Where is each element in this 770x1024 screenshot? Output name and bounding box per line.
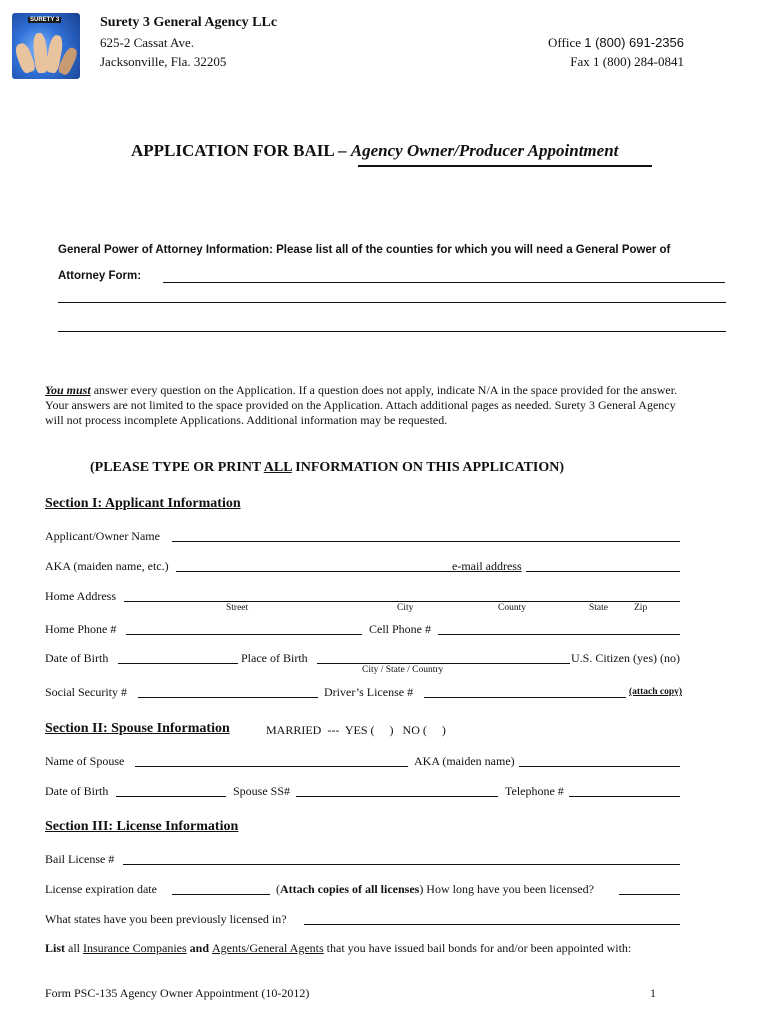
company-address-2: Jacksonville, Fla. 32205 — [100, 54, 227, 69]
states-field[interactable] — [304, 924, 680, 925]
page-number: 1 — [650, 986, 656, 1000]
title-italic: Agency Owner/Producer Appointment — [350, 141, 619, 160]
home-address-label: Home Address — [45, 589, 116, 603]
sub-county: County — [498, 603, 526, 613]
list-insurance: Insurance Companies — [83, 941, 187, 955]
applicant-name-label: Applicant/Owner Name — [45, 529, 160, 543]
attach-post: ) How long have you been licensed? — [419, 882, 594, 896]
fax-number: Fax 1 (800) 284-0841 — [570, 54, 684, 69]
footer-form-id: Form PSC-135 Agency Owner Appointment (10-2012) — [45, 986, 310, 1000]
bail-license-label: Bail License # — [45, 852, 115, 866]
office-label: Office — [548, 35, 581, 50]
list-companies-line — [45, 941, 631, 956]
section-2-heading: Section II: Spouse Information — [45, 721, 230, 736]
dob-field[interactable] — [118, 663, 238, 664]
home-phone-label: Home Phone # — [45, 622, 117, 636]
expiration-label: License expiration date — [45, 882, 157, 896]
section-3-heading: Section III: License Information — [45, 819, 239, 834]
pob-label: Place of Birth — [241, 651, 308, 665]
ssn-label: Social Security # — [45, 685, 127, 699]
page-title — [131, 141, 618, 161]
list-all: all — [65, 941, 84, 955]
list-and: and — [186, 941, 213, 955]
gpoa-label: Attorney Form: — [58, 270, 142, 282]
must-emphasis: You must — [45, 383, 91, 397]
home-phone-field[interactable] — [126, 634, 362, 635]
email-field[interactable] — [526, 571, 680, 572]
spouse-ss-field[interactable] — [296, 796, 498, 797]
aka-label: AKA (maiden name, etc.) — [45, 559, 169, 573]
expiration-field[interactable] — [172, 894, 270, 895]
sub-state: State — [589, 603, 608, 613]
title-underline — [358, 165, 652, 167]
ssn-field[interactable] — [138, 697, 318, 698]
gpoa-text: General Power of Attorney Information: Please list all of the counties for which you will need a General Power of — [58, 244, 671, 256]
aka-field[interactable] — [176, 571, 452, 572]
pob-field[interactable] — [317, 663, 570, 664]
spouse-name-field[interactable] — [135, 766, 408, 767]
spouse-aka-field[interactable] — [519, 766, 680, 767]
sub-zip: Zip — [634, 603, 648, 613]
print-notice-post: INFORMATION ON THIS APPLICATION) — [291, 460, 565, 475]
home-address-field[interactable] — [124, 601, 680, 602]
instructions-line-2: Your answers are not limited to the space provided on the Application. Attach additional pages as needed. Surety 3 General Agency — [45, 398, 676, 412]
instructions-line-1 — [45, 383, 677, 398]
attach-licenses-line — [276, 882, 594, 897]
licensed-duration-field[interactable] — [619, 894, 680, 895]
attach-bold: Attach copies of all licenses — [280, 882, 420, 896]
applicant-name-field[interactable] — [172, 541, 680, 542]
sub-street: Street — [226, 603, 249, 613]
instructions-line-3: will not process incomplete Applications. Additional information may be requested. — [45, 413, 448, 427]
sub-city-state: City / State / Country — [362, 665, 444, 675]
sub-city: City — [397, 603, 414, 613]
print-notice-pre: (PLEASE TYPE OR PRINT — [90, 460, 264, 475]
list-bold: List — [45, 941, 66, 955]
logo-text: SURETY 3 — [30, 17, 60, 23]
company-logo — [12, 13, 80, 79]
dl-field[interactable] — [424, 697, 626, 698]
spouse-telephone-field[interactable] — [569, 796, 680, 797]
dob-label: Date of Birth — [45, 651, 109, 665]
bail-license-field[interactable] — [123, 864, 680, 865]
section-1-heading: Section I: Applicant Information — [45, 496, 241, 511]
gpoa-field-1[interactable] — [163, 282, 725, 283]
company-name: Surety 3 General Agency LLc — [100, 15, 278, 30]
citizen-label[interactable]: U.S. Citizen (yes) (no) — [571, 651, 680, 665]
married-checkbox-line[interactable]: MARRIED --- YES ( ) NO ( ) — [266, 723, 446, 737]
company-address-1: 625-2 Cassat Ave. — [100, 35, 194, 50]
states-label: What states have you been previously licensed in? — [45, 912, 287, 926]
gpoa-field-2[interactable] — [58, 302, 726, 303]
print-notice-all: ALL — [263, 460, 292, 475]
spouse-name-label: Name of Spouse — [45, 754, 125, 768]
spouse-dob-field[interactable] — [116, 796, 226, 797]
list-rest: that you have issued bail bonds for and/or been appointed with: — [323, 941, 632, 955]
list-agents: Agents/General Agents — [212, 941, 324, 955]
dl-label: Driver’s License # — [324, 685, 414, 699]
attach-pre: ( — [276, 882, 280, 896]
cell-phone-label: Cell Phone # — [369, 622, 431, 636]
office-phone-line — [548, 35, 684, 51]
cell-phone-field[interactable] — [438, 634, 680, 635]
gpoa-field-3[interactable] — [58, 331, 726, 332]
instructions-text-1: answer every question on the Application. If a question does not apply, indicate N/A in the space provided for the answer. — [90, 383, 678, 397]
spouse-dob-label: Date of Birth — [45, 784, 109, 798]
attach-copy: (attach copy) — [629, 687, 683, 697]
spouse-aka-label: AKA (maiden name) — [414, 754, 515, 768]
title-main: APPLICATION FOR BAIL – — [131, 141, 351, 160]
email-label: e-mail address — [452, 559, 522, 573]
spouse-ss-label: Spouse SS# — [233, 784, 291, 798]
office-phone: 1 (800) 691-2356 — [584, 35, 684, 50]
spouse-telephone-label: Telephone # — [505, 784, 564, 798]
print-notice — [90, 460, 564, 476]
